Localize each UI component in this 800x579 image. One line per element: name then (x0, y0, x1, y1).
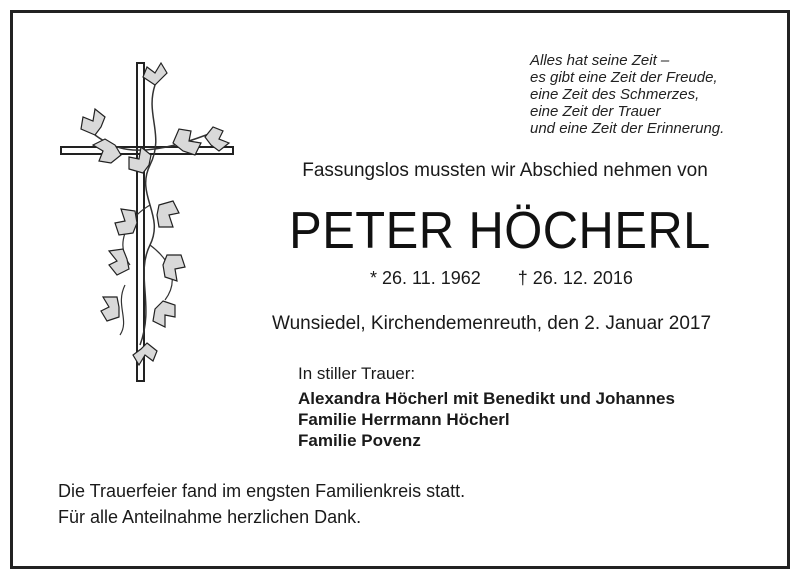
closing-block (58, 478, 465, 530)
life-dates (370, 268, 633, 289)
intro-text: Fassungslos mussten wir Abschied nehmen von (302, 160, 708, 181)
mourner-family: Familie Povenz (298, 431, 421, 450)
quote-line: und eine Zeit der Erinnerung. (530, 120, 725, 137)
ivy-cross-icon (55, 55, 240, 385)
closing-line: Die Trauerfeier fand im engsten Familienkreis statt. (58, 481, 466, 501)
mourners-label: In stiller Trauer: (298, 364, 416, 383)
quote-line: Alles hat seine Zeit – (530, 52, 670, 69)
quote-block (530, 52, 770, 137)
mourner-family: Familie Herrmann Höcherl (298, 410, 510, 429)
death-date: † 26. 12. 2016 (517, 268, 633, 288)
mourners-block (298, 363, 675, 451)
deceased-name: PETER HÖCHERL (289, 202, 711, 260)
birth-date: * 26. 11. 1962 (370, 268, 481, 288)
closing-line: Für alle Anteilnahme herzlichen Dank. (58, 507, 362, 527)
quote-line: es gibt eine Zeit der Freude, (530, 69, 718, 86)
quote-line: eine Zeit der Trauer (530, 103, 661, 120)
mourner-family: Alexandra Höcherl mit Benedikt und Johannes (298, 389, 675, 408)
quote-line: eine Zeit des Schmerzes, (530, 86, 700, 103)
place-and-date: Wunsiedel, Kirchendemenreuth, den 2. Januar 2017 (272, 313, 712, 334)
